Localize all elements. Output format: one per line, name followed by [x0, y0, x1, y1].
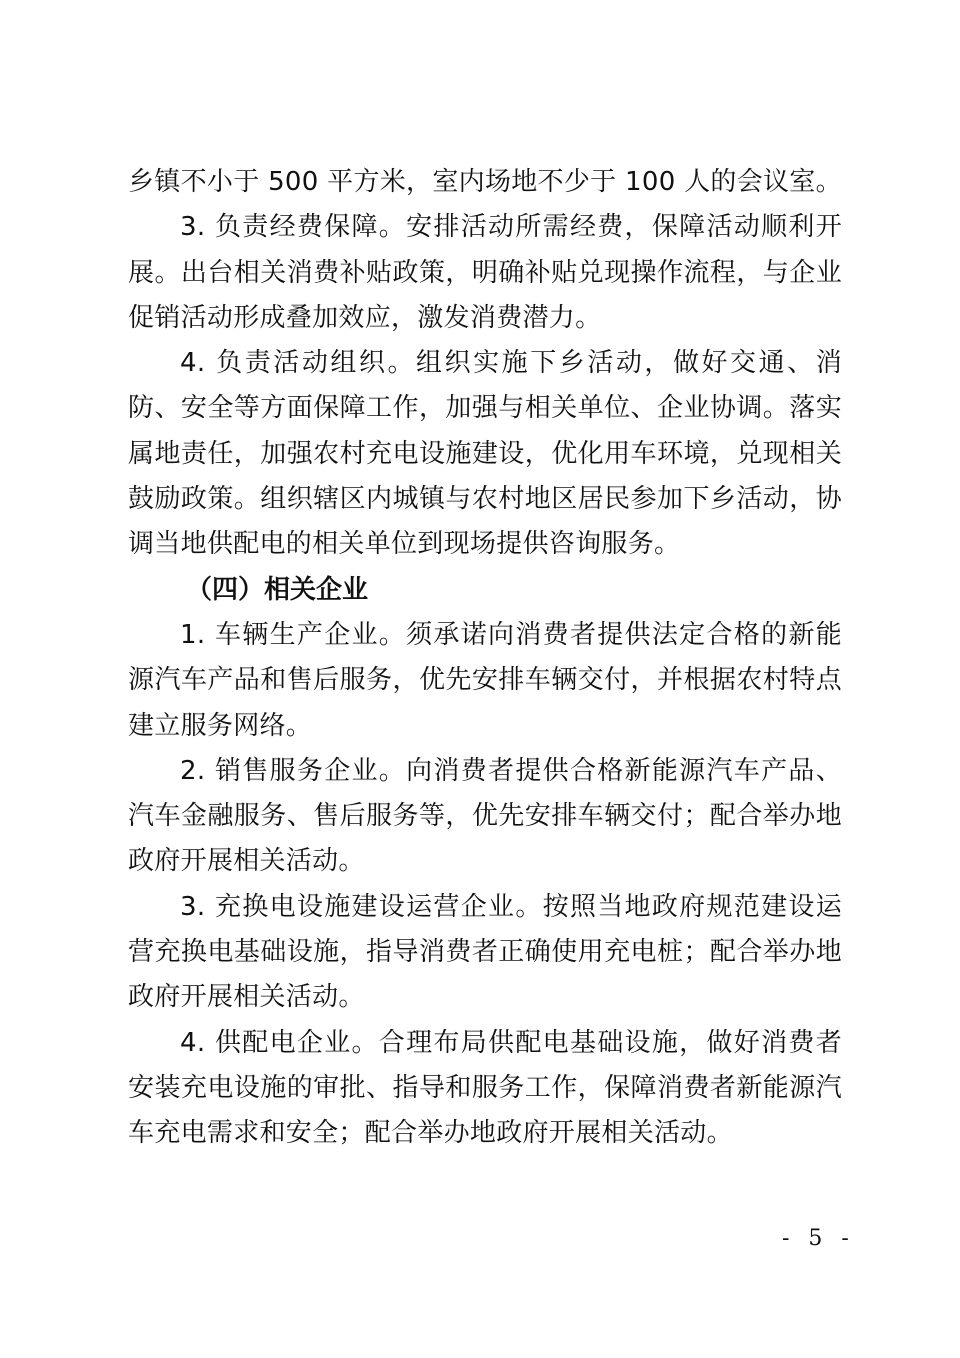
document-body [128, 160, 842, 1157]
paragraph-vehicle-manufacturers: 1. 车辆生产企业。须承诺向消费者提供法定合格的新能源汽车产品和售后服务，优先安排车辆交付，并根据农村特点建立服务网络。 [128, 619, 842, 741]
section-heading-related-enterprises: （四）相关企业 [186, 574, 369, 605]
paragraph-venue-continued: 乡镇不小于 500 平方米，室内场地不少于 100 人的会议室。 [128, 167, 842, 197]
paragraph-activity-organization: 4. 负责活动组织。组织实施下乡活动，做好交通、消防、安全等方面保障工作，加强与相关单位、企业协调。落实属地责任，加强农村充电设施建设，优化用车环境，兑现相关鼓励政策。组织辖区内城镇与农村地区居民参加下乡活动，协调当地供配电的相关单位到现场提供咨询服务。 [128, 348, 842, 560]
paragraph-funding-guarantee: 3. 负责经费保障。安排活动所需经费，保障活动顺利开展。出台相关消费补贴政策，明确补贴兑现操作流程，与企业促销活动形成叠加效应，激发消费潜力。 [128, 212, 842, 333]
paragraph-charging-operators: 3. 充换电设施建设运营企业。按照当地政府规范建设运营充换电基础设施，指导消费者正确使用充电桩；配合举办地政府开展相关活动。 [128, 891, 842, 1013]
paragraph-power-supply-enterprises: 4. 供配电企业。合理布局供配电基础设施，做好消费者安装充电设施的审批、指导和服务工作，保障消费者新能源汽车充电需求和安全；配合举办地政府开展相关活动。 [128, 1027, 842, 1149]
paragraph-sales-service-enterprises: 2. 销售服务企业。向消费者提供合格新能源汽车产品、汽车金融服务、售后服务等，优先安排车辆交付；配合举办地政府开展相关活动。 [128, 755, 842, 877]
page-number: - 5 - [782, 1226, 855, 1251]
